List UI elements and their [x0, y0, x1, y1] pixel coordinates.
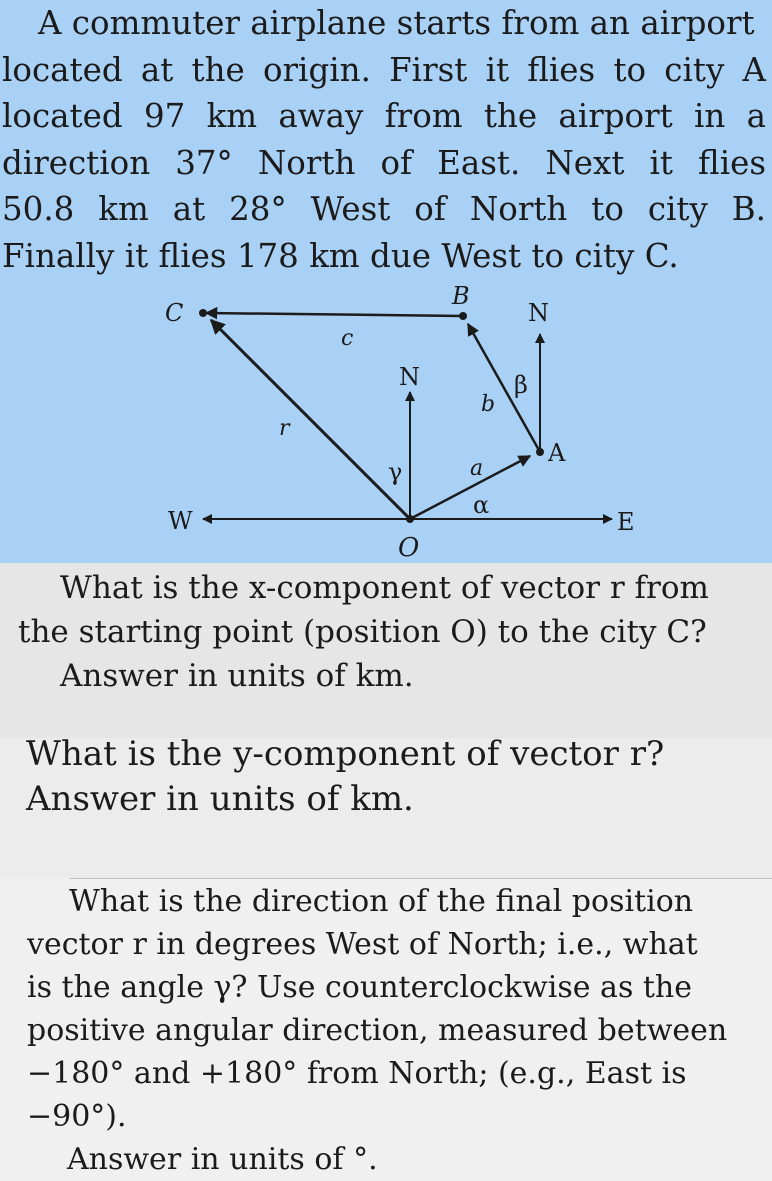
vector-c	[206, 313, 463, 316]
label-north-right: N	[528, 299, 549, 327]
label-o-origin: O	[398, 533, 420, 563]
problem-line-2: located at the origin. First it flies to city A	[2, 50, 766, 89]
question-2-answer-units: Answer in units of km.	[26, 779, 414, 819]
question-1-text	[18, 566, 709, 698]
question-1-line-2: the starting point (position O) to the city C?	[18, 614, 707, 650]
label-vector-r: r	[279, 416, 290, 441]
question-3-line-2: vector r in degrees West of North; i.e., what	[27, 927, 698, 962]
vector-b	[468, 324, 540, 452]
problem-line-1: A commuter airplane starts from an airport	[38, 4, 755, 42]
problem-line-3: located 97 km away from the airport in a	[2, 97, 766, 135]
problem-section	[0, 0, 772, 563]
question-3-line-1: What is the direction of the final position	[69, 884, 694, 919]
problem-line-6: Finally it flies 178 km due West to city C.	[2, 236, 679, 275]
point-b	[459, 312, 467, 320]
question-divider	[70, 878, 772, 879]
vector-r	[211, 320, 410, 519]
question-1-answer-units: Answer in units of km.	[60, 658, 414, 694]
question-3-line-6: −90°).	[27, 1099, 127, 1134]
label-vector-c: c	[341, 326, 354, 351]
label-vector-a: a	[470, 456, 484, 481]
problem-line-4: direction 37° North of East. Next it flies	[2, 143, 766, 182]
question-1-section	[0, 563, 772, 738]
question-3-line-3: is the angle γ? Use counterclockwise as the	[27, 970, 693, 1005]
point-c	[199, 309, 207, 317]
label-west: W	[168, 507, 193, 535]
label-c-city: C	[165, 299, 184, 327]
question-3-text	[27, 880, 727, 1181]
question-3-line-5: −180° and +180° from North; (e.g., East is	[27, 1056, 687, 1091]
point-o	[406, 515, 414, 523]
label-east: E	[617, 508, 635, 536]
question-2-section	[0, 734, 772, 878]
question-2-text	[26, 732, 664, 822]
label-vector-b: b	[481, 392, 496, 417]
label-b-city: B	[452, 282, 470, 310]
label-alpha: α	[473, 491, 490, 519]
question-1-line-1: What is the x-component of vector r from	[60, 570, 709, 606]
label-beta: β	[514, 371, 528, 399]
problem-statement	[0, 0, 772, 279]
problem-line-5: 50.8 km at 28° West of North to city B.	[2, 190, 766, 228]
label-gamma: γ	[388, 458, 403, 486]
vector-diagram	[0, 272, 772, 563]
point-a	[536, 448, 544, 456]
question-2-line-1: What is the y-component of vector r?	[26, 734, 665, 774]
label-north-center: N	[399, 363, 420, 391]
question-3-line-4: positive angular direction, measured between	[27, 1013, 728, 1048]
question-3-answer-units: Answer in units of °.	[67, 1142, 378, 1177]
label-a-city: A	[548, 439, 566, 467]
question-3-section	[0, 878, 772, 1181]
